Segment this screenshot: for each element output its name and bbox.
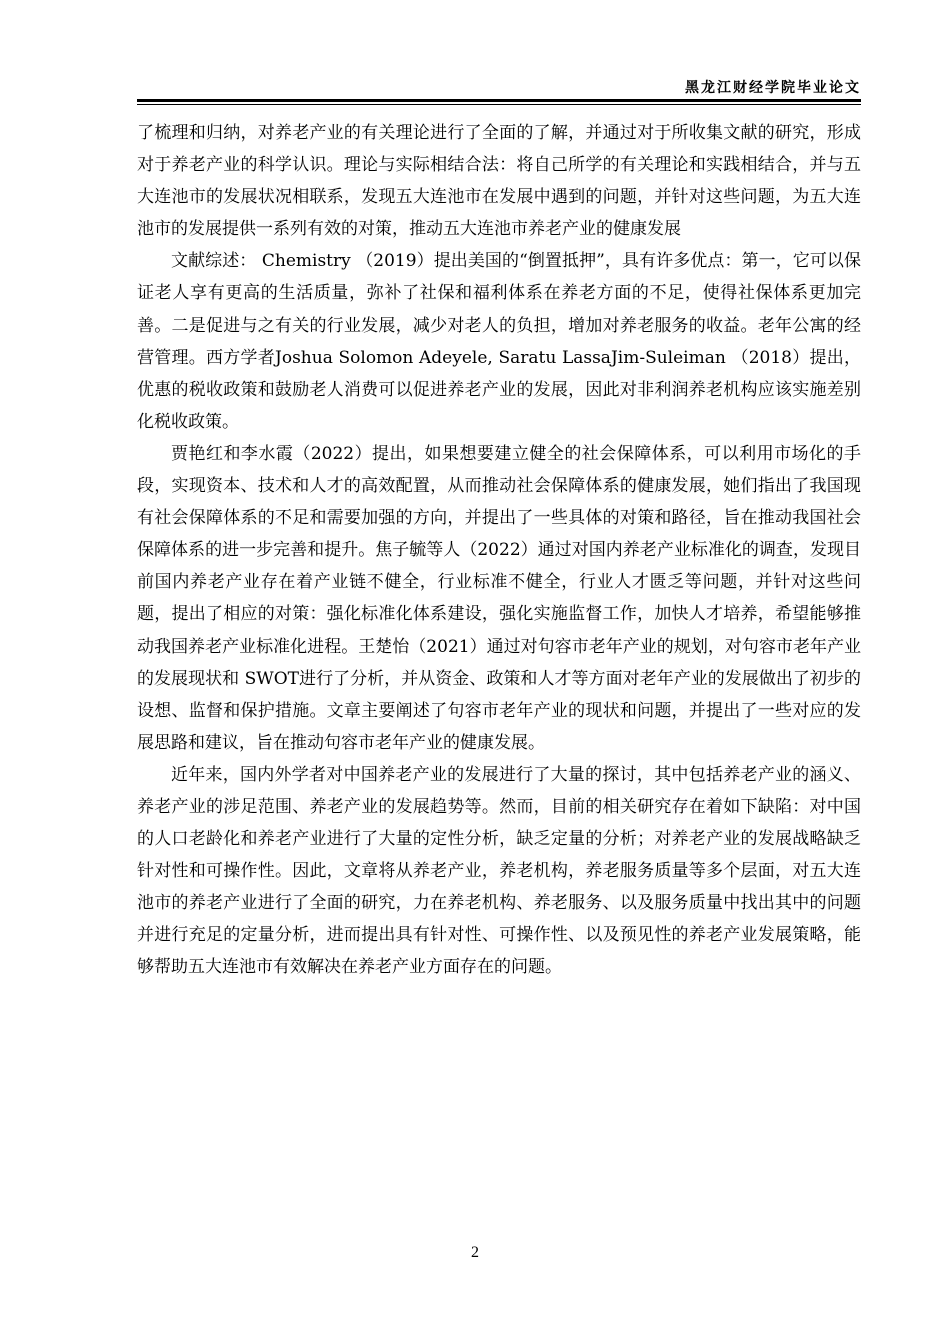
header-rule-thick — [137, 99, 861, 102]
page-number: 2 — [471, 1244, 479, 1261]
paragraph-2: 文献综述： Chemistry （2019）提出美国的“倒置抵押”，具有许多优点：第一，它可以保证老人享有更高的生活质量，弥补了社保和福利体系在养老方面的不足，使得社保体系更加完善。二是促进与之有关的行业发展，减少对老人的负担，增加对养老服务的收益。老年公寓的经营管理。西方学者Joshua Solomon Adeyele, Saratu LassaJim-Suleiman （2018）提出，优惠的税收政策和鼓励老人消费可以促进养老产业的发展，因此对非利润养老机构应该实施差别化税收政策。 — [137, 251, 861, 432]
header-rule-thin — [137, 104, 861, 105]
paragraph-3: 贾艳红和李水霞（2022）提出，如果想要建立健全的社会保障体系，可以利用市场化的手段，实现资本、技术和人才的高效配置，从而推动社会保障体系的健康发展，她们指出了我国现有社会保障体系的不足和需要加强的方向，并提出了一些具体的对策和路径，旨在推动我国社会保障体系的进一步完善和提升。焦子毓等人（2022）通过对国内养老产业标准化的调查，发现目前国内养老产业存在着产业链不健全，行业标准不健全，行业人才匮乏等问题，并针对这些问题，提出了相应的对策：强化标准化体系建设，强化实施监督工作，加快人才培养，希望能够推动我国养老产业标准化进程。王楚怡（2021）通过对句容市老年产业的规划，对句容市老年产业的发展现状和 SWOT进行了分析，并从资金、政策和人才等方面对老年产业的发展做出了初步的设想、监督和保护措施。文章主要阐述了句容市老年产业的现状和问题，并提出了一些对应的发展思路和建议，旨在推动句容市老年产业的健康发展。 — [137, 443, 861, 753]
paragraph-4: 近年来，国内外学者对中国养老产业的发展进行了大量的探讨，其中包括养老产业的涵义、养老产业的涉足范围、养老产业的发展趋势等。然而，目前的相关研究存在着如下缺陷：对中国的人口老龄化和养老产业进行了大量的定性分析，缺乏定量的分析；对养老产业的发展战略缺乏针对性和可操作性。因此，文章将从养老产业，养老机构，养老服务质量等多个层面，对五大连池市的养老产业进行了全面的研究，力在养老机构、养老服务、以及服务质量中找出其中的问题并进行充足的定量分析，进而提出具有针对性、可操作性、以及预见性的养老产业发展策略，能够帮助五大连池市有效解决在养老产业方面存在的问题。 — [137, 764, 861, 978]
document-body — [137, 117, 861, 984]
page-header-title: 黑龙江财经学院毕业论文 — [685, 80, 861, 96]
paragraph-1: 了梳理和归纳，对养老产业的有关理论进行了全面的了解，并通过对于所收集文献的研究，形成对于养老产业的科学认识。理论与实际相结合法：将自己所学的有关理论和实践相结合，并与五大连池市的发展状况相联系，发现五大连池市在发展中遇到的问题，并针对这些问题，为五大连池市的发展提供一系列有效的对策，推动五大连池市养老产业的健康发展 — [137, 123, 861, 240]
